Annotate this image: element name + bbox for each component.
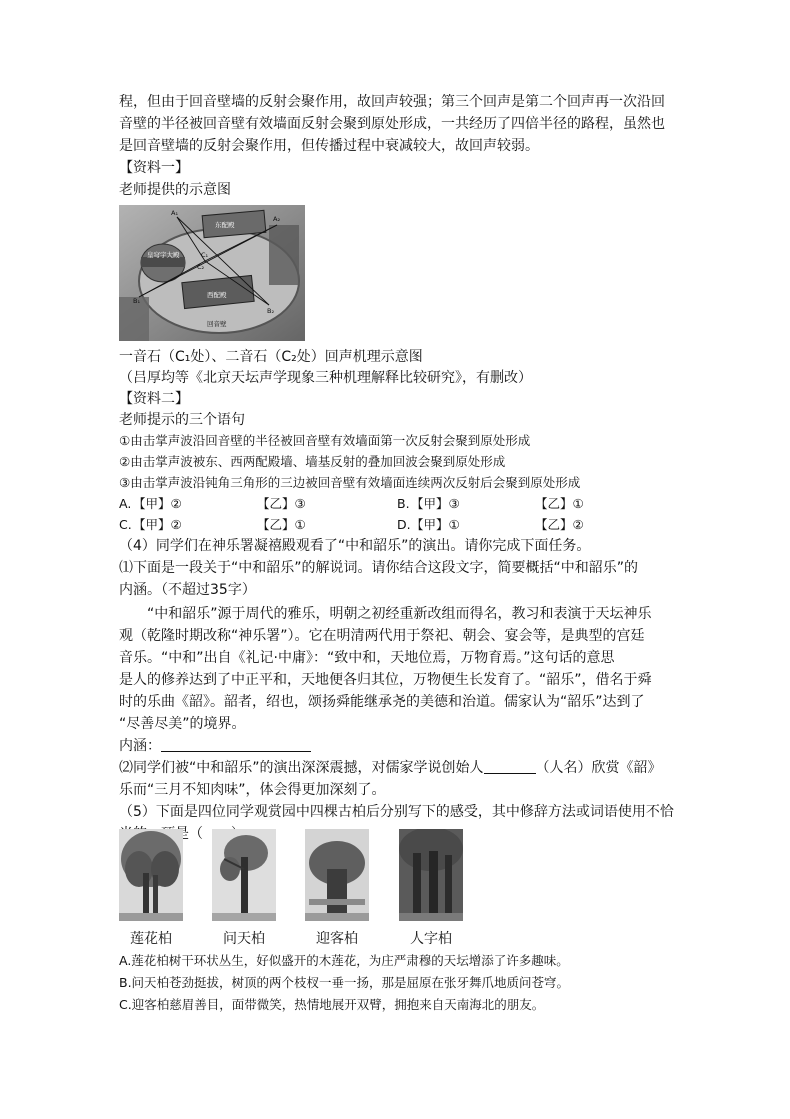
label-west-hall: 西配殿	[207, 291, 227, 299]
material2-item: ②由击掌声波被东、西两配殿墙、墙基反射的叠加回波会聚到原处形成	[119, 454, 506, 469]
material2-subheading: 老师提示的三个语句	[119, 412, 245, 428]
tree-photo-yingke	[305, 829, 369, 921]
label-echo-wall: 回音壁	[207, 320, 227, 328]
q5-title: （5）下面是四位同学观赏园中四棵古柏后分别写下的感受，其中修辞方法或词语使用不恰	[119, 804, 674, 820]
option-d-yi: 【乙】②	[535, 517, 584, 532]
option-c-jia: 【甲】②	[133, 517, 182, 532]
tree-label-wentian: 问天柏	[223, 931, 265, 947]
option-b-letter[interactable]: B.	[397, 496, 410, 511]
material2-item: ③由击掌声波沿钝角三角形的三边被回音壁有效墙面连续两次反射后会聚到原处形成	[119, 475, 581, 490]
q4-sub2-before: ⑵同学们被“中和韶乐”的演出深深震撼，对儒家学说创始人	[119, 760, 484, 776]
q5-option-a[interactable]: A.莲花柏树干环状丛生，好似盛开的木莲花，为庄严肃穆的天坛增添了许多趣味。	[119, 953, 569, 968]
passage-line: “尽善尽美”的境界。	[119, 716, 246, 732]
echo-mechanism-diagram	[119, 205, 305, 341]
label-c2: C₂	[197, 263, 205, 271]
q4-sub2-after: （人名）欣赏《韶》	[535, 760, 662, 776]
name-blank[interactable]	[484, 759, 536, 774]
label-main-hall: 皇穹宇大殿	[147, 251, 180, 259]
answer-row	[119, 736, 311, 756]
answer-blank[interactable]	[161, 737, 311, 752]
material2-item: ①由击掌声波沿回音壁的半径被回音壁有效墙面第一次反射会聚到原处形成	[119, 433, 531, 448]
label-b1: B₁	[133, 297, 141, 305]
option-a-yi: 【乙】③	[257, 496, 306, 511]
tree-photo-renzi	[399, 829, 463, 921]
diagram-caption: 一音石（C₁处）、二音石（C₂处）回声机理示意图	[119, 349, 423, 365]
q4-sub1: 内涵。（不超过35字）	[119, 582, 256, 598]
option-d-jia: 【甲】①	[411, 517, 460, 532]
option-b-jia: 【甲】③	[411, 496, 460, 511]
tree-label-yingke: 迎客柏	[316, 931, 358, 947]
option-a-jia: 【甲】②	[133, 496, 182, 511]
label-c1: C₁	[201, 251, 209, 259]
option-b-yi: 【乙】①	[535, 496, 584, 511]
label-a1: A₁	[171, 209, 179, 217]
passage-line: 音乐。“中和”出自《礼记·中庸》：“致中和，天地位焉，万物育焉。”这句话的意思	[119, 650, 615, 666]
material1-subheading: 老师提供的示意图	[119, 182, 231, 198]
passage-line: 观（乾隆时期改称“神乐署”）。它在明清两代用于祭祀、朝会、宴会等，是典型的宫廷	[119, 628, 645, 644]
label-east-hall: 东配殿	[215, 221, 235, 229]
intro-line: 音壁的半径被回音壁有效墙面反射会聚到原处形成，一共经历了四倍半径的路程，虽然也	[119, 116, 665, 132]
q4-sub2	[119, 758, 662, 778]
intro-line: 程，但由于回音壁墙的反射会聚作用，故回声较强；第三个回声是第二个回声再一次沿回	[119, 94, 665, 110]
option-c-letter[interactable]: C.	[119, 517, 132, 532]
tree-photo-lotus	[119, 829, 183, 921]
material1-heading: 【资料一】	[119, 160, 189, 176]
passage-line: 时的乐曲《韶》。韶者，绍也，颂扬舜能继承尧的美德和治道。儒家认为“韶乐”达到了	[119, 694, 645, 710]
q4-sub1: ⑴下面是一段关于“中和韶乐”的解说词。请你结合这段文字，简要概括“中和韶乐”的	[119, 560, 639, 576]
intro-line: 是回音壁墙的反射会聚作用，但传播过程中衰减较大，故回声较弱。	[119, 138, 539, 154]
q4-sub2-line2: 乐而“三月不知肉味”，体会得更加深刻了。	[119, 782, 386, 798]
option-c-yi: 【乙】①	[257, 517, 306, 532]
tree-photo-wentian	[212, 829, 276, 921]
tree-label-renzi: 人字柏	[410, 931, 452, 947]
label-a2: A₂	[273, 215, 281, 223]
q5-option-c[interactable]: C.迎客柏慈眉善目，面带微笑，热情地展开双臂，拥抱来自天南海北的朋友。	[119, 997, 545, 1012]
label-b2: B₂	[267, 307, 275, 315]
passage-line: “中和韶乐”源于周代的雅乐，明朝之初经重新改组而得名，教习和表演于天坛神乐	[147, 606, 652, 622]
material2-heading: 【资料二】	[119, 391, 189, 407]
q5-option-b[interactable]: B.问天柏苍劲挺拔，树顶的两个枝杈一垂一扬，那是屈原在张牙舞爪地质问苍穹。	[119, 975, 570, 990]
option-a-letter[interactable]: A.	[119, 496, 132, 511]
tree-label-lotus: 莲花柏	[130, 931, 172, 947]
q4-title: （4）同学们在神乐署凝禧殿观看了“中和韶乐”的演出。请你完成下面任务。	[119, 538, 591, 554]
option-d-letter[interactable]: D.	[397, 517, 411, 532]
answer-label: 内涵：	[119, 738, 161, 754]
passage-line: 是人的修养达到了中正平和，天地便各归其位，万物便生长发育了。“韶乐”，借名于舜	[119, 672, 652, 688]
diagram-source: （吕厚均等《北京天坛声学现象三种机理解释比较研究》，有删改）	[119, 370, 532, 386]
